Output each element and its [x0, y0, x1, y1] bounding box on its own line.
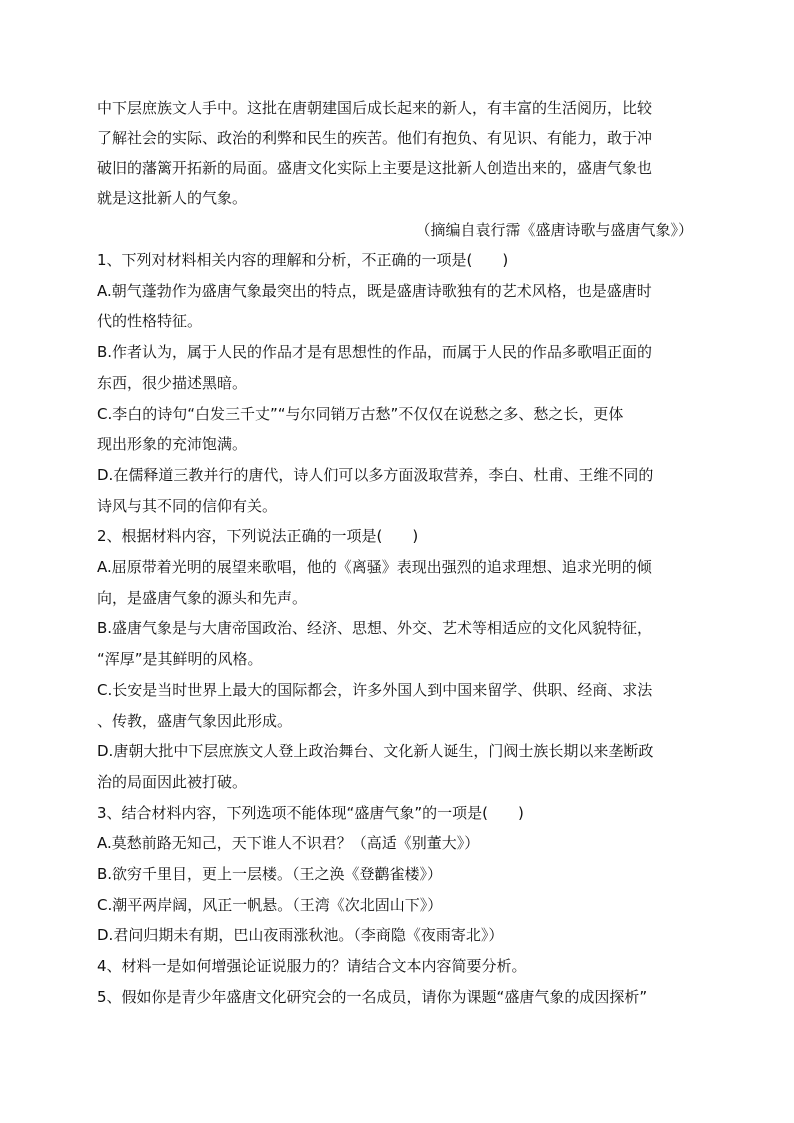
question-stem: 1、下列对材料相关内容的理解和分析，不正确的一项是( )	[97, 251, 509, 269]
option-c	[97, 890, 693, 921]
question-5	[97, 982, 693, 1013]
option-b	[97, 337, 693, 398]
question-stem: 5、假如你是青少年盛唐文化研究会的一名成员，请你为课题“盛唐气象的成因探析”	[97, 987, 648, 1006]
question-3	[97, 798, 693, 952]
option-line: 东西，很少描述黑暗。	[97, 373, 248, 392]
option-line: A.莫愁前路无知己，天下谁人不识君？（高适《别董大》）	[97, 834, 480, 853]
option-b	[97, 859, 693, 890]
question-4	[97, 951, 693, 982]
option-line: 治的局面因此被打破。	[97, 772, 248, 791]
passage-line: 中下层庶族文人手中。这批在唐朝建国后成长起来的新人，有丰富的生活阅历，比较	[97, 99, 653, 117]
option-line: A.朝气蓬勃作为盛唐气象最突出的特点，既是盛唐诗歌独有的艺术风格，也是盛唐时	[97, 281, 652, 300]
question-stem: 3、结合材料内容，下列选项不能体现“盛唐气象”的一项是( )	[97, 803, 524, 822]
option-line: A.屈原带着光明的展望来歌唱，他的《离骚》表现出强烈的追求理想、追求光明的倾	[97, 558, 652, 577]
question-stem: 2、根据材料内容，下列说法正确的一项是( )	[97, 527, 419, 546]
question-2	[97, 521, 693, 797]
option-line: C.长安是当时世界上最大的国际都会，许多外国人到中国来留学、供职、经商、求法	[97, 680, 653, 699]
document-page	[97, 93, 693, 1013]
option-line: 现出形象的充沛饱满。	[97, 435, 248, 454]
option-line: D.在儒释道三教并行的唐代，诗人们可以多方面汲取营养，李白、杜甫、王维不同的	[97, 465, 654, 484]
option-c	[97, 399, 693, 460]
passage-line: 就是这批新人的气象。	[97, 189, 248, 207]
option-line: B.作者认为，属于人民的作品才是有思想性的作品，而属于人民的作品多歌唱正面的	[97, 343, 653, 362]
option-line: 代的性格特征。	[97, 312, 203, 331]
option-line: “浑厚”是其鲜明的风格。	[97, 650, 263, 669]
option-b	[97, 613, 693, 674]
passage-line: 破旧的藩篱开拓新的局面。盛唐文化实际上主要是这批新人创造出来的，盛唐气象也	[97, 159, 653, 177]
option-line: C.李白的诗句“白发三千丈”“与尔同销万古愁”不仅仅在说愁之多、愁之长，更体	[97, 404, 624, 423]
passage-source: （摘编自袁行霈《盛唐诗歌与盛唐气象》）	[415, 221, 693, 239]
option-line: B.盛唐气象是与大唐帝国政治、经济、思想、外交、艺术等相适应的文化风貌特征，	[97, 619, 653, 638]
option-a	[97, 828, 693, 859]
option-a	[97, 276, 693, 337]
option-line: 、传教，盛唐气象因此形成。	[97, 711, 293, 730]
option-a	[97, 552, 693, 613]
option-line: C.潮平两岸阔，风正一帆悬。（王湾《次北固山下》）	[97, 895, 443, 914]
option-d	[97, 736, 693, 797]
question-1	[97, 245, 693, 521]
question-stem: 4、材料一是如何增强论证说服力的？请结合文本内容简要分析。	[97, 957, 527, 976]
option-line: B.欲穷千里目，更上一层楼。（王之涣《登鹳雀楼》）	[97, 865, 443, 884]
option-line: 向，是盛唐气象的源头和先声。	[97, 588, 308, 607]
passage-line: 了解社会的实际、政治的利弊和民生的疾苦。他们有抱负、有见识、有能力，敢于冲	[97, 129, 653, 147]
option-d	[97, 460, 693, 521]
option-c	[97, 675, 693, 736]
option-line: 诗风与其不同的信仰有关。	[97, 496, 278, 515]
option-line: D.唐朝大批中下层庶族文人登上政治舞台、文化新人诞生，门阀士族长期以来垄断政	[97, 742, 654, 761]
option-d	[97, 920, 693, 951]
option-line: D.君问归期未有期，巴山夜雨涨秋池。（李商隐《夜雨寄北》）	[97, 926, 504, 945]
questions	[97, 245, 693, 1013]
passage	[97, 93, 693, 213]
